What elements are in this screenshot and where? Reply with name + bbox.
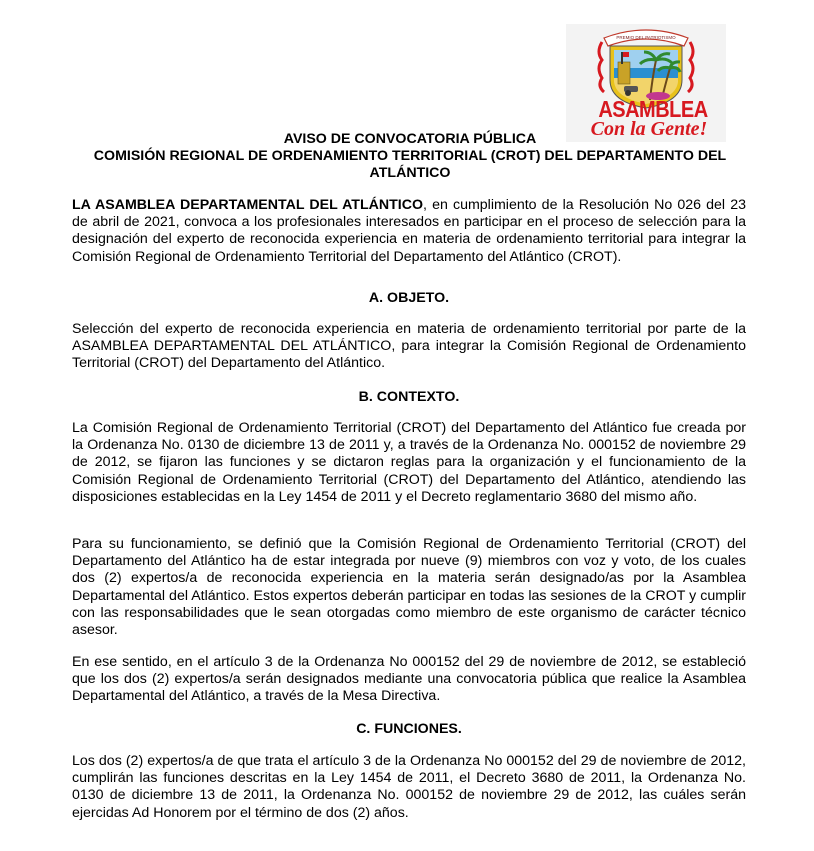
logo-tagline: Con la Gente!	[590, 118, 708, 140]
objeto-paragraph: Selección del experto de reconocida experiencia en materia de ordenamiento territorial por parte de la ASAMBLEA DEPARTAMENTAL DEL ATLÁNTICO, para integrar la Comisión Regional de Ordenamiento Territorial (CROT) del Departamento del Atlántico.	[72, 321, 746, 372]
intro-paragraph	[72, 197, 746, 266]
contexto-paragraph-2: Para su funcionamiento, se definió que la Comisión Regional de Ordenamiento Territorial (CROT) del Departamento del Atlántico ha de estar integrada por nueve (9) miembros con voz y voto, de los cuales dos (2) expertos/a de reconocida experiencia en la materia serán designado/as por la Asamblea Departamental del Atlántico. Estos expertos deberán participar en todas las sesiones de la CROT y cumplir con las responsabilidades que le sean otorgadas como miembro de este organismo de carácter técnico asesor.	[72, 536, 746, 639]
logo-wordmark: ASAMBLEA	[598, 97, 708, 123]
title-line-1: AVISO DE CONVOCATORIA PÚBLICA	[283, 131, 537, 147]
title-line-2: COMISIÓN REGIONAL DE ORDENAMIENTO TERRITORIAL (CROT) DEL DEPARTAMENTO DEL	[93, 148, 727, 164]
intro-text: , en cumplimiento de la Resolución No 026 del 23 de abril de 2021, convoca a los profesionales interesados en participar en el proceso de selección para la designación del experto de reconocida experiencia en materia de ordenamiento territorial para integrar la Comisión Regional de Ordenamiento Territorial del Departamento del Atlántico (CROT).	[72, 197, 746, 265]
section-heading-funciones: C. FUNCIONES.	[356, 721, 462, 737]
funciones-paragraph: Los dos (2) expertos/a de que trata el artículo 3 de la Ordenanza No 000152 del 29 de noviembre de 2012, cumplirán las funciones descritas en la Ley 1454 de 2011, el Decreto 3680 de 2011, la Ordenanza No. 0130 de diciembre 13 de 2011, la Ordenanza No. 000152 de noviembre 29 de 2012, las cuáles serán ejercidas Ad Honorem por el término de dos (2) años.	[72, 753, 746, 821]
section-heading-contexto: B. CONTEXTO.	[358, 389, 460, 405]
document-title	[60, 131, 760, 182]
intro-bold-lead: LA ASAMBLEA DEPARTAMENTAL DEL ATLÁNTICO	[72, 197, 423, 213]
asamblea-logo	[566, 24, 726, 142]
ribbon-text: PREMIO DEL PATRIOTISMO	[616, 35, 676, 40]
contexto-paragraph-1: La Comisión Regional de Ordenamiento Territorial (CROT) del Departamento del Atlántico fue creada por la Ordenanza No. 0130 de diciembre 13 de 2011 y, a través de la Ordenanza No. 000152 de noviembre 29 de 2012, se fijaron las funciones y se dictaron reglas para la organización y el funcionamiento de la Comisión Regional de Ordenamiento Territorial (CROT) del Departamento del Atlántico, atendiendo las disposiciones establecidas en la Ley 1454 de 2011 y el Decreto reglamentario 3680 del mismo año.	[72, 420, 746, 505]
title-line-3: ATLÁNTICO	[369, 165, 451, 181]
contexto-paragraph-3: En ese sentido, en el artículo 3 de la Ordenanza No 000152 del 29 de noviembre de 2012, se estableció que los dos (2) expertos/a serán designados mediante una convocatoria pública que realice la Asamblea Departamental del Atlántico, a través de la Mesa Directiva.	[72, 654, 746, 705]
section-heading-objeto: A. OBJETO.	[368, 290, 450, 306]
